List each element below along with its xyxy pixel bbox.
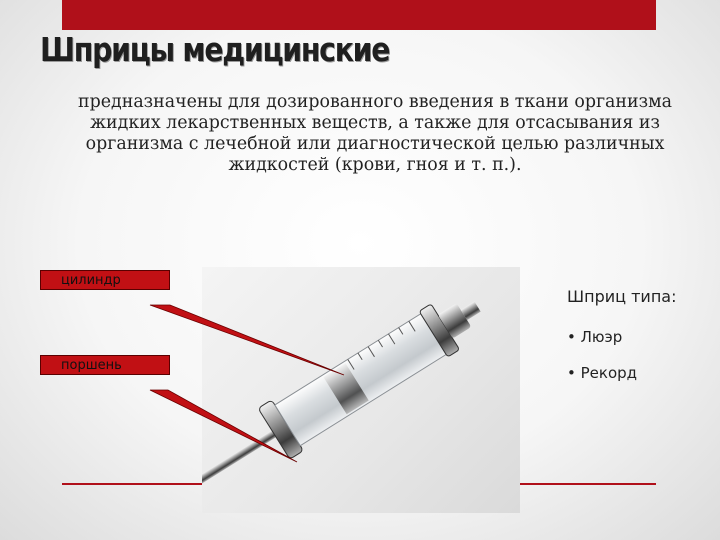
piston-pointer [150, 390, 297, 462]
cylinder-label: цилиндр [40, 270, 170, 290]
piston-label: поршень [40, 355, 170, 375]
bottom-rule-right [520, 483, 656, 485]
syringe-types-title: Шприц типа: [567, 287, 677, 306]
intro-paragraph: предназначены для дозированного введения в ткани организма жидких лекарственных веществ, а также для отсасывания из организма с лечебной или диагностической целью различных жидкостей (крови, гноя и т. п.). [78, 92, 672, 175]
syringe-type-luer: • Люэр [567, 328, 623, 346]
page-title: Шприцы медицинские [40, 30, 390, 69]
cylinder-pointer [150, 305, 344, 375]
syringe-type-record: • Рекорд [567, 364, 638, 382]
bottom-rule-left [62, 483, 202, 485]
